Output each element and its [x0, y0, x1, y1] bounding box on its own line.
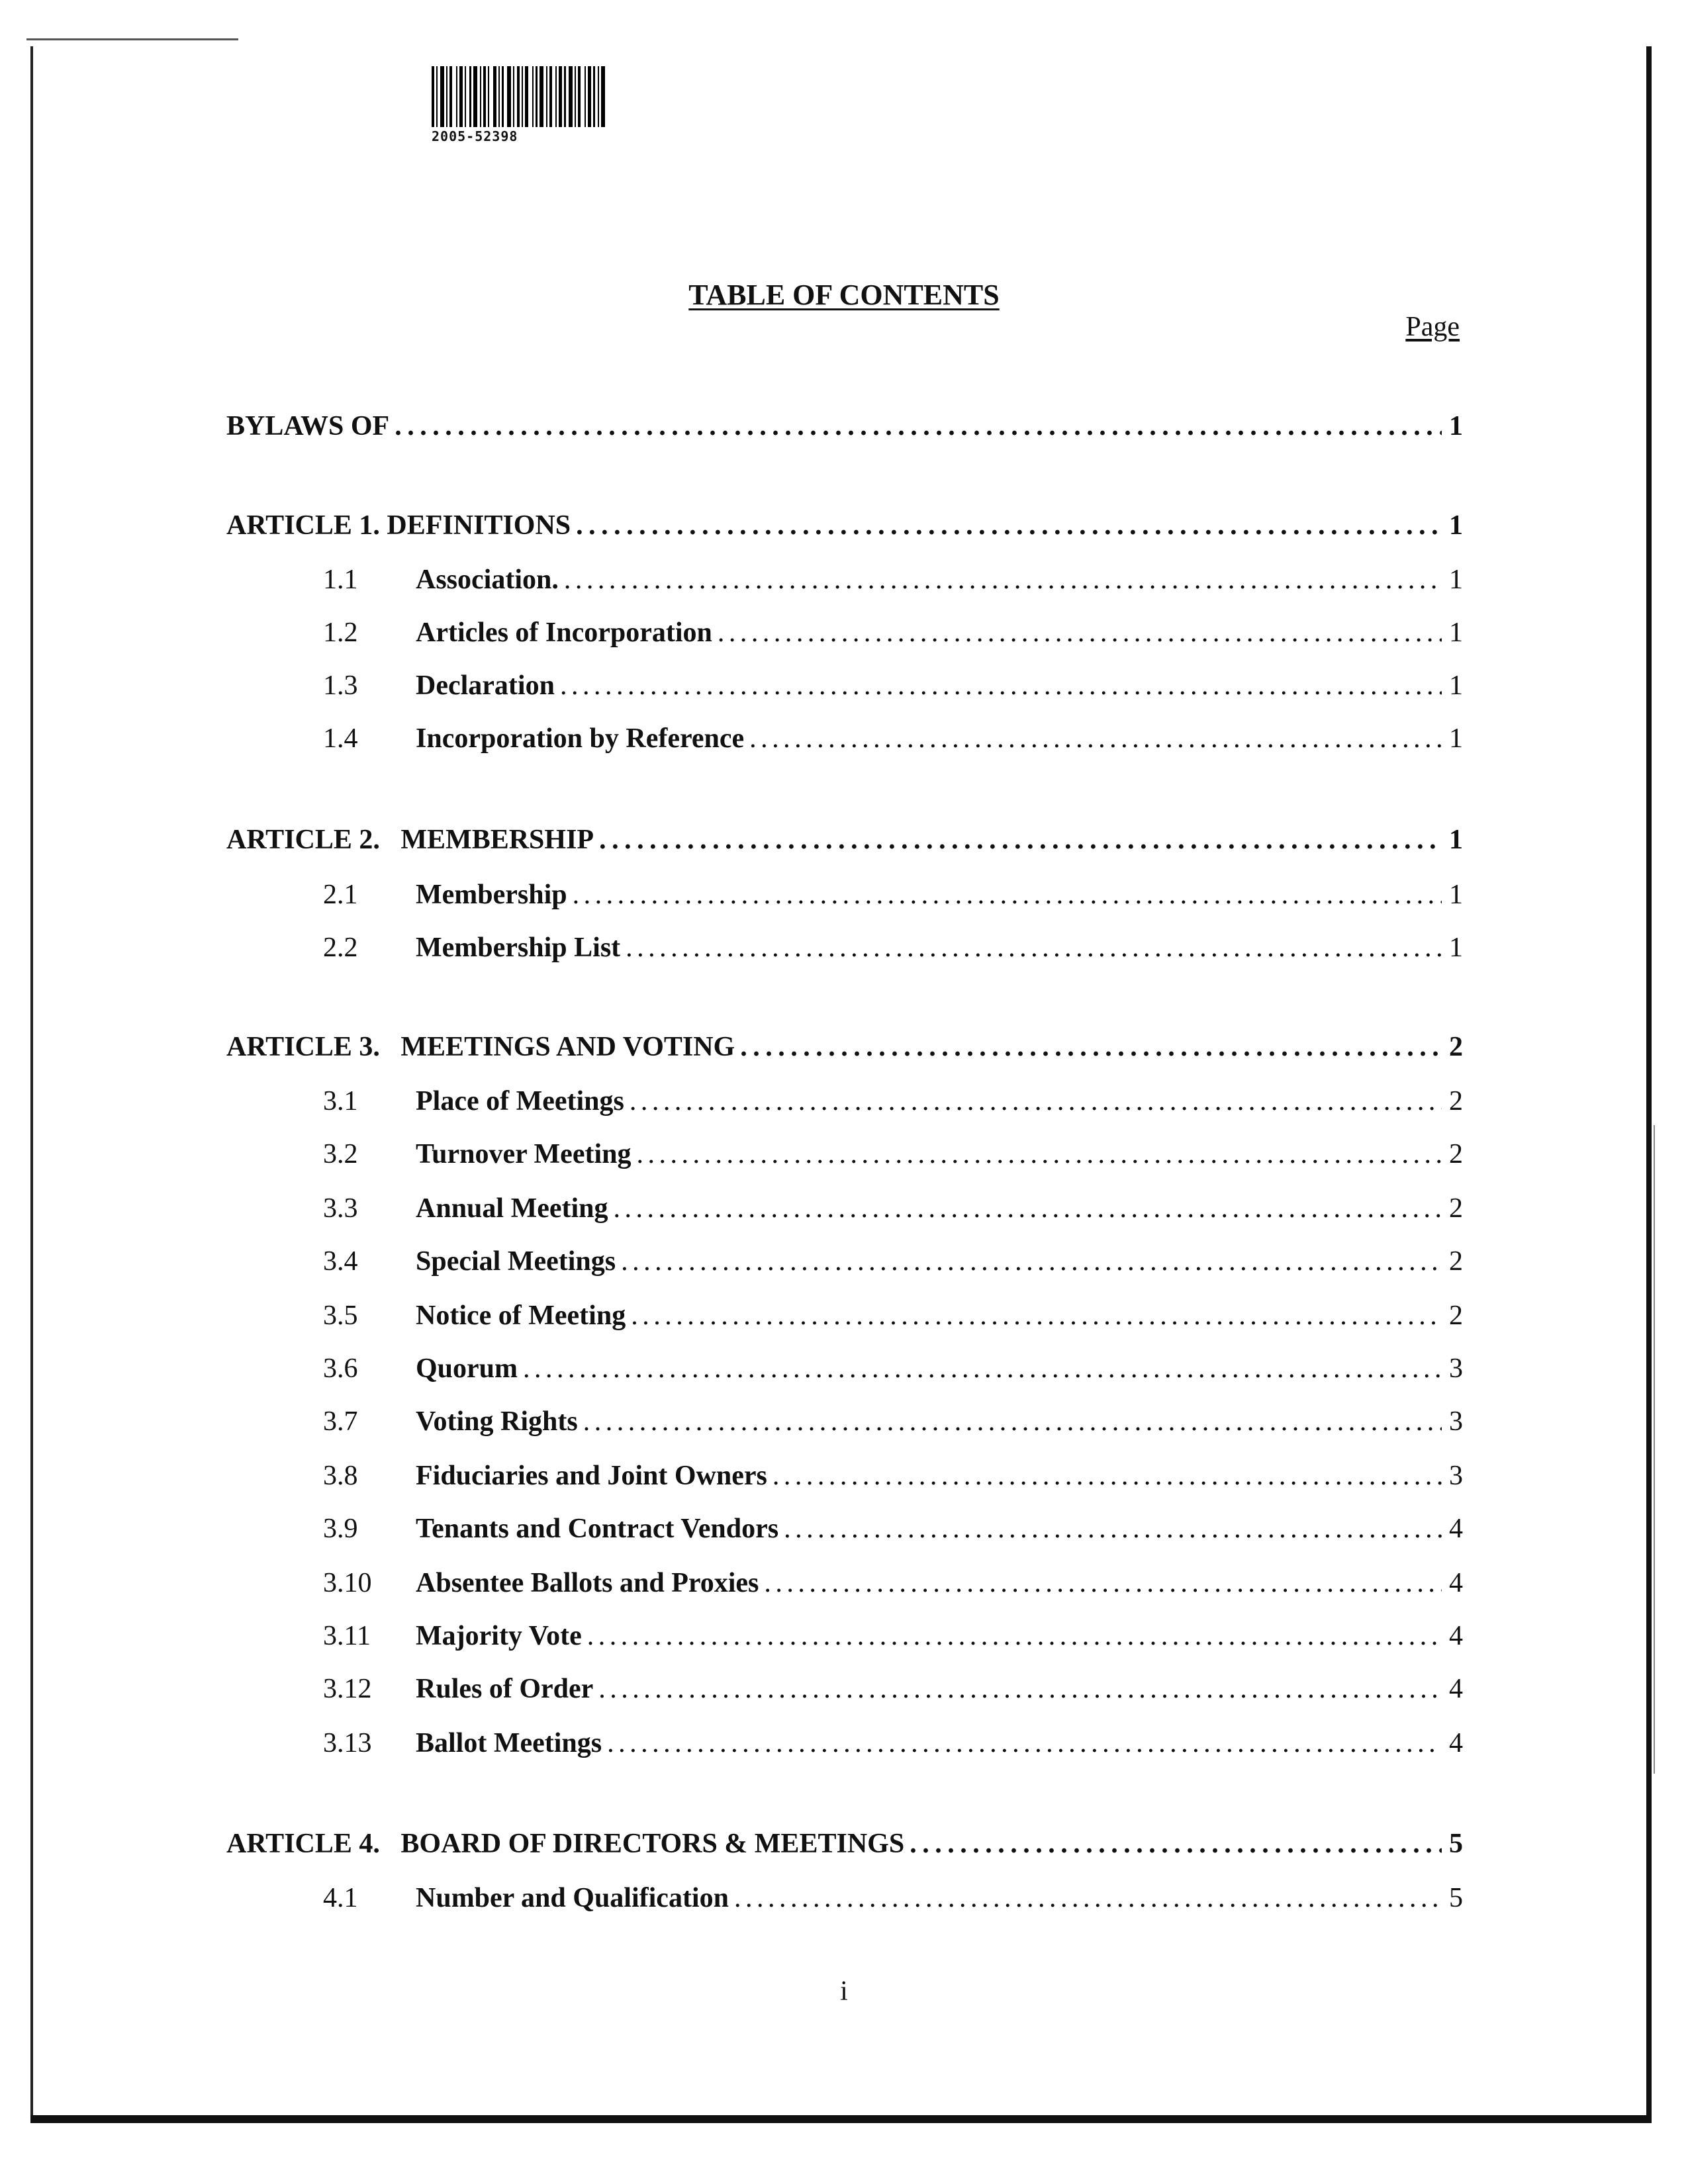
footer-page-number: i — [840, 1976, 848, 2007]
toc-entry-3-3: 3.3 Annual Meeting . . . 2 — [323, 1193, 1463, 1224]
toc-title: TABLE OF CONTENTS — [688, 279, 1000, 311]
toc-entry-3-2: 3.2 Turnover Meeting . . . 2 — [323, 1138, 1463, 1170]
toc-entry-3-13: 3.13 Ballot Meetings . . . 4 — [323, 1727, 1463, 1759]
document-barcode — [432, 66, 723, 144]
toc-entry-3-9: 3.9 Tenants and Contract Vendors . . . 4 — [323, 1513, 1463, 1545]
scan-edge-left — [30, 46, 33, 2118]
toc-heading-article-4: ARTICLE 4. BOARD OF DIRECTORS & MEETINGS . . . 5 — [226, 1828, 1463, 1860]
toc-heading-article-2: ARTICLE 2. MEMBERSHIP . . . 1 — [226, 824, 1463, 856]
toc-entry-1-2: 1.2 Articles of Incorporation . . . 1 — [323, 617, 1463, 649]
toc-entry-3-8: 3.8 Fiduciaries and Joint Owners . . . 3 — [323, 1460, 1463, 1492]
toc-entry-3-1: 3.1 Place of Meetings . . . 2 — [323, 1085, 1463, 1117]
toc-entry-1-4: 1.4 Incorporation by Reference . . . 1 — [323, 723, 1463, 754]
scan-edge-bottom — [30, 2115, 1652, 2123]
toc-heading-bylaws: BYLAWS OF . . . 1 — [226, 410, 1463, 442]
toc-entry-3-6: 3.6 Quorum . . . 3 — [323, 1353, 1463, 1385]
toc-entry-2-2: 2.2 Membership List . . . 1 — [323, 932, 1463, 964]
barcode-icon — [432, 66, 723, 127]
toc-entry-4-1: 4.1 Number and Qualification . . . 5 — [323, 1882, 1463, 1914]
scan-edge-top — [26, 38, 238, 40]
toc-heading-article-1: ARTICLE 1. DEFINITIONS . . . 1 — [226, 510, 1463, 541]
scan-edge-right — [1646, 46, 1652, 2118]
barcode-number: 2005-52398 — [432, 128, 518, 144]
toc-entry-3-12: 3.12 Rules of Order . . . 4 — [323, 1673, 1463, 1705]
toc-entry-2-1: 2.1 Membership . . . 1 — [323, 879, 1463, 911]
toc-entry-3-7: 3.7 Voting Rights . . . 3 — [323, 1406, 1463, 1437]
toc-entry-3-5: 3.5 Notice of Meeting . . . 2 — [323, 1300, 1463, 1332]
toc-entry-3-11: 3.11 Majority Vote . . . 4 — [323, 1620, 1463, 1652]
toc-entry-3-10: 3.10 Absentee Ballots and Proxies . . . 4 — [323, 1567, 1463, 1599]
toc-entry-3-4: 3.4 Special Meetings . . . 2 — [323, 1246, 1463, 1277]
scan-edge-right-dashes — [1654, 1125, 1655, 1774]
page-column-label: Page — [1405, 312, 1460, 342]
toc-entry-1-1: 1.1 Association. . . . 1 — [323, 564, 1463, 596]
toc-heading-article-3: ARTICLE 3. MEETINGS AND VOTING . . . 2 — [226, 1031, 1463, 1063]
toc-entry-1-3: 1.3 Declaration . . . 1 — [323, 670, 1463, 702]
